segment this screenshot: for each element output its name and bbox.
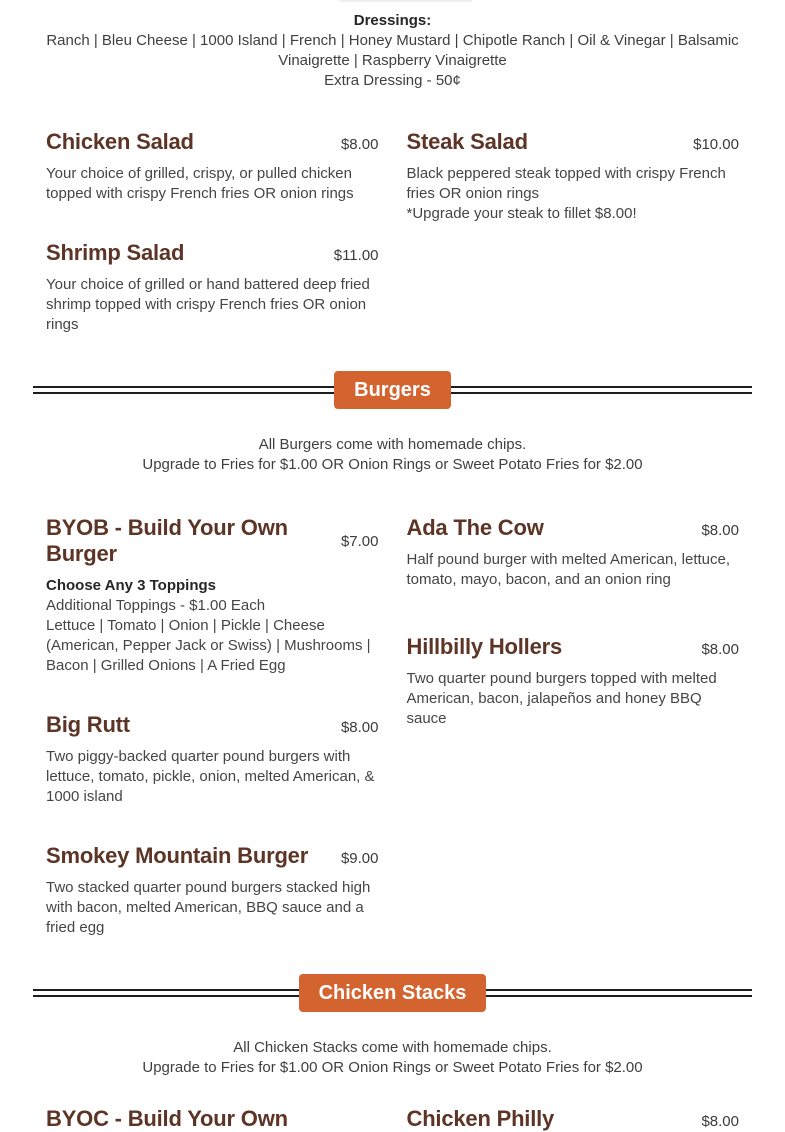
- burgers-items: [0, 515, 785, 938]
- menu-item-chicken-salad: [46, 129, 379, 204]
- item-price: $10.00: [693, 136, 739, 153]
- item-description-text: Black peppered steak topped with crispy French fries OR onion rings: [406, 165, 726, 202]
- item-title: Chicken Philly: [406, 1106, 555, 1131]
- item-header: [46, 129, 379, 155]
- item-title: Big Rutt: [46, 712, 130, 737]
- menu-item-smokey-mountain-burger: [46, 843, 379, 938]
- salads-items: [0, 129, 785, 335]
- chicken-stacks-note-line2: Upgrade to Fries for $1.00 OR Onion Rings or Sweet Potato Fries for $2.00: [142, 1059, 643, 1076]
- burgers-note-line1: All Burgers come with homemade chips.: [258, 436, 527, 453]
- menu-item-byob-burger: [46, 515, 379, 676]
- burgers-section-header-button[interactable]: Burgers: [334, 371, 451, 409]
- item-price: $7.00: [340, 532, 379, 550]
- item-header: [407, 515, 740, 541]
- cut-off-header-remnant: [340, 0, 472, 2]
- burgers-section-note: [0, 435, 785, 475]
- item-title: BYOB - Build Your Own Burger: [46, 515, 288, 566]
- item-title: Steak Salad: [406, 129, 528, 154]
- chicken-stacks-note-line1: All Chicken Stacks come with homemade chips.: [233, 1039, 552, 1056]
- item-header: [407, 634, 740, 660]
- choose-toppings-label: Choose Any 3 Toppings: [46, 577, 217, 594]
- item-title: Shrimp Salad: [46, 240, 185, 265]
- burgers-left-column: [46, 515, 379, 938]
- dressings-heading: Dressings:: [353, 12, 432, 29]
- menu-item-shrimp-salad: [46, 240, 379, 335]
- item-title: Chicken Salad: [46, 129, 194, 154]
- item-header: [46, 1106, 379, 1132]
- item-header: [407, 129, 740, 155]
- chicken-stacks-section-note: [0, 1038, 785, 1078]
- menu-item-chicken-philly: [407, 1106, 740, 1132]
- menu-item-steak-salad: [407, 129, 740, 224]
- item-description: Your choice of grilled, crispy, or pulled chicken topped with crispy French fries OR onion rings: [46, 165, 354, 202]
- item-price: $8.00: [701, 1113, 739, 1130]
- item-price: $8.00: [701, 641, 739, 658]
- chicken-stacks-section-header-button[interactable]: Chicken Stacks: [299, 974, 487, 1012]
- item-price: $8.00: [340, 136, 379, 153]
- item-title: Hillbilly Hollers: [406, 634, 563, 659]
- burgers-section-divider: [33, 371, 752, 409]
- menu-item-ada-the-cow: [407, 515, 740, 590]
- item-description: Two stacked quarter pound burgers stacked high with bacon, melted American, BBQ sauce and a fried egg: [46, 879, 371, 936]
- item-price: $8.00: [701, 522, 739, 539]
- item-description: Two quarter pound burgers topped with melted American, bacon, jalapeños and honey BBQ sauce: [406, 670, 717, 727]
- item-upgrade-note: *Upgrade your steak to fillet $8.00!: [406, 205, 637, 222]
- stacks-right-column: [407, 1106, 740, 1132]
- item-description: Your choice of grilled or hand battered deep fried shrimp topped with crispy French fries OR onion rings: [46, 276, 370, 333]
- salads-left-column: [46, 129, 379, 335]
- dressings-note: [0, 0, 785, 91]
- additional-toppings-label: Additional Toppings - $1.00 Each: [46, 597, 266, 614]
- chicken-stacks-section-divider: [33, 974, 752, 1012]
- item-price: $9.00: [340, 850, 379, 867]
- item-description: [407, 164, 740, 224]
- item-title: Smokey Mountain Burger: [46, 843, 309, 868]
- menu-item-byoc: [46, 1106, 379, 1132]
- stacks-left-column: [46, 1106, 379, 1132]
- item-header: [46, 240, 379, 266]
- item-description: [46, 576, 379, 676]
- item-price: $8.00: [340, 719, 379, 736]
- item-header: [46, 712, 379, 738]
- item-header: [46, 843, 379, 869]
- menu-item-hillbilly-hollers: [407, 634, 740, 729]
- toppings-list: Lettuce | Tomato | Onion | Pickle | Cheese (American, Pepper Jack or Swiss) | Mushrooms | Bacon | Grilled Onions | A Fried Egg: [46, 617, 371, 674]
- item-header: [46, 515, 379, 567]
- item-description: Half pound burger with melted American, lettuce, tomato, mayo, bacon, and an onion ring: [406, 551, 731, 588]
- item-title: Ada The Cow: [406, 515, 544, 540]
- burgers-right-column: [407, 515, 740, 938]
- item-header: [407, 1106, 740, 1132]
- burgers-note-line2: Upgrade to Fries for $1.00 OR Onion Rings or Sweet Potato Fries for $2.00: [142, 456, 643, 473]
- item-description: Two piggy-backed quarter pound burgers with lettuce, tomato, pickle, onion, melted American, & 1000 island: [46, 748, 375, 805]
- item-price: $11.00: [333, 247, 379, 264]
- item-title: BYOC - Build Your Own: [46, 1106, 288, 1131]
- chicken-stacks-items: [0, 1106, 785, 1132]
- extra-dressing-note: Extra Dressing - 50¢: [324, 72, 461, 89]
- salads-right-column: [407, 129, 740, 335]
- menu-item-big-rutt: [46, 712, 379, 807]
- dressings-list: Ranch | Bleu Cheese | 1000 Island | French | Honey Mustard | Chipotle Ranch | Oil & Vinegar | Balsamic Vinaigrette | Raspberry Vinaigrette: [46, 32, 739, 69]
